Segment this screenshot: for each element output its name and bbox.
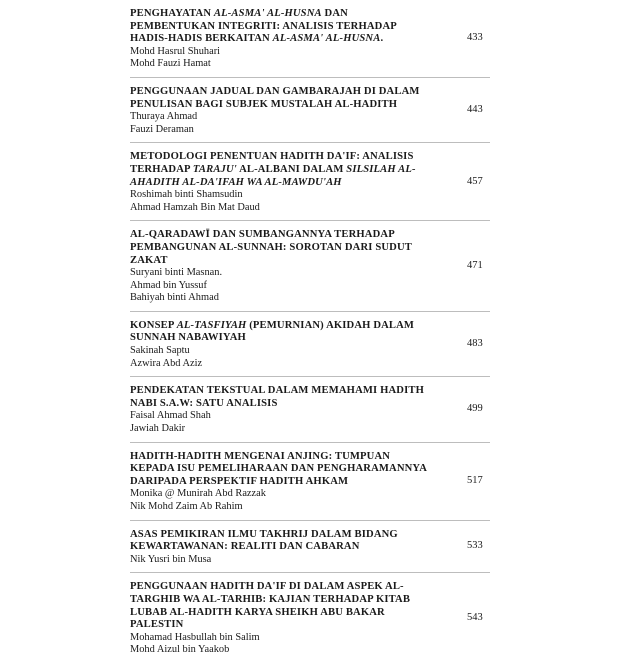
title-italic-text: AL-ASMA' AL-HUSNA [272,33,381,45]
page-number: 443 [467,104,483,116]
author-name: Mohd Aizul bin Yaakob [130,644,230,656]
author-name: Faisal Ahmad Shah [130,410,211,422]
toc-entry [130,149,490,221]
author-name: Suryani binti Masnan. [130,267,223,279]
article-title [130,451,430,489]
author-name: Mohd Hasrul Shuhari [130,45,221,57]
toc-entry [130,6,490,78]
article-title [130,229,430,267]
toc-entry [130,579,490,663]
author-name: Thuraya Ahmad [130,111,198,123]
table-of-contents [130,6,490,669]
title-italic-text: AL-TASFIYAH [176,319,247,331]
author-name: Monika @ Munirah Abd Razzak [130,488,266,500]
article-title [130,529,430,554]
toc-entry [130,449,490,521]
page-number: 533 [467,540,483,552]
page-number: 517 [467,475,483,487]
toc-entry [130,318,490,377]
title-text: . [380,33,384,45]
title-text: (PEMURNIAN) AKIDAH DALAM SUNNAH NABAWIYAH [130,319,415,344]
author-name: Ahmad bin Yussuf [130,279,207,291]
author-name: Nik Yusri bin Musa [130,553,212,565]
title-text: PENGGUNAAN JADUAL DAN GAMBARAJAH DI DALAM PENULISAN BAGI SUBJEK MUSTALAH AL-HADITH [130,85,420,110]
title-text: HADITH-HADITH MENGENAI ANJING: TUMPUAN KEPADA ISU PEMELIHARAAN DAN PENGHARAMANNYA DARIPADA PERSPEKTIF HADITH AHKAM [130,450,427,487]
author-name: Sakinah Saptu [130,345,190,357]
title-text: PENDEKATAN TEKSTUAL DALAM MEMAHAMI HADITH NABI S.A.W: SATU ANALISIS [130,385,424,409]
author-name: Bahiyah binti Ahmad [130,292,219,304]
title-italic-text: AL-ASMA' AL-HUSNA [213,8,322,19]
page-number: 499 [467,403,483,415]
title-text: AL-QARADAWĪ DAN SUMBANGANNYA TERHADAP PEMBANGUNAN AL-SUNNAH: SOROTAN DARI SUDUT ZAKAT [130,229,412,266]
toc-entry [130,227,490,312]
article-title [130,151,430,189]
author-name: Fauzi Deraman [130,123,194,135]
title-text: AL-ALBANI DALAM [236,163,347,175]
title-text: PENGGUNAAN HADITH DA'IF DI DALAM ASPEK AL-TARGHIB WA AL-TARHIB: KAJIAN TERHADAP KITAB LUBAB AL-HADITH KARYA SHEIKH ABU BAKAR PALESTIN [130,581,411,631]
toc-entry [130,383,490,442]
article-title [130,385,430,410]
page-number: 457 [467,175,483,187]
page-number: 483 [467,338,483,350]
author-name: Nik Mohd Zaim Ab Rahim [130,501,243,512]
article-title [130,86,430,111]
title-italic-text: TARAJU' [192,163,237,175]
page-number: 433 [467,32,483,44]
title-text: DAN PEMBENTUKAN INTEGRITI: ANALISIS TERHADAP HADIS-HADIS BERKAITAN [130,8,397,45]
author-name: Azwira Abd Aziz [130,357,203,369]
title-text: KONSEP [130,319,177,331]
toc-entry [130,527,490,574]
author-name: Mohamad Hasbullah bin Salim [130,631,260,643]
author-name: Roshimah binti Shamsudin [130,189,243,201]
title-text: PENGHAYATAN [130,8,214,19]
article-title [130,320,430,345]
author-name: Ahmad Hamzah Bin Mat Daud [130,201,260,213]
title-text: METODOLOGI PENENTUAN HADITH DA'IF: ANALISIS TERHADAP [130,151,414,175]
toc-entry [130,84,490,143]
article-title [130,8,430,46]
title-italic-text: SILSILAH AL-AHADITH AL-DA'IFAH WA AL-MAWDU'AH [130,163,416,188]
page-number: 543 [467,612,483,624]
article-title [130,581,430,631]
author-name: Mohd Fauzi Hamat [130,58,211,70]
title-text: ASAS PEMIKIRAN ILMU TAKHRIJ DALAM BIDANG KEWARTAWANAN: REALITI DAN CABARAN [130,528,398,553]
page-number: 471 [467,260,483,272]
author-name: Jawiah Dakir [130,423,186,435]
